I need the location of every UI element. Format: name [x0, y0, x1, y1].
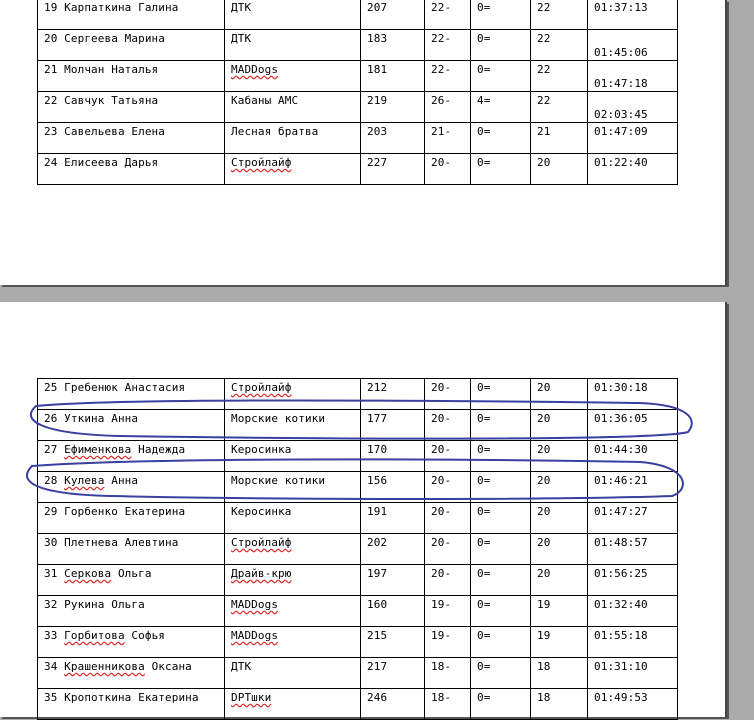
cell-col4 [425, 92, 471, 123]
col4-text: 20- [431, 156, 452, 169]
col5-text: 0= [477, 536, 491, 549]
cell-col6 [531, 379, 588, 410]
cell-name [38, 123, 225, 154]
col4-text: 20- [431, 381, 452, 394]
cell-col4 [425, 441, 471, 472]
cell-name [38, 534, 225, 565]
cell-col4 [425, 61, 471, 92]
cell-team [225, 123, 361, 154]
col5-text: 0= [477, 567, 491, 580]
col5-text: 4= [477, 94, 491, 107]
table-row [38, 154, 678, 185]
col6-text: 20 [537, 474, 551, 487]
col4-text: 18- [431, 660, 452, 673]
score-text: 197 [367, 567, 388, 580]
col4-text: 20- [431, 567, 452, 580]
cell-score [361, 627, 425, 658]
cell-team [225, 503, 361, 534]
col4-text: 20- [431, 474, 452, 487]
cell-col5 [471, 379, 531, 410]
score-text: 219 [367, 94, 388, 107]
cell-time [588, 123, 678, 154]
col5-text: 0= [477, 63, 491, 76]
cell-col6 [531, 565, 588, 596]
team-text: Кабаны АМС [231, 94, 299, 107]
cell-name [38, 441, 225, 472]
name-text: 25 Гребенюк Анастасия [44, 381, 186, 394]
cell-team [225, 565, 361, 596]
col5-text: 0= [477, 412, 491, 425]
cell-team [225, 472, 361, 503]
cell-col5 [471, 410, 531, 441]
col5-text: 0= [477, 598, 491, 611]
table-row [38, 596, 678, 627]
cell-col4 [425, 689, 471, 720]
cell-col4 [425, 658, 471, 689]
name-text: 20 Сергеева Марина [44, 32, 166, 45]
cell-team [225, 689, 361, 720]
col6-text: 20 [537, 381, 551, 394]
cell-name [38, 410, 225, 441]
team-text: Стройлайф [231, 156, 292, 169]
cell-col4 [425, 154, 471, 185]
cell-score [361, 596, 425, 627]
name-text: 23 Савельева Елена [44, 125, 166, 138]
time-text: 01:47:27 [594, 505, 648, 518]
col6-text: 21 [537, 125, 551, 138]
col4-text: 18- [431, 691, 452, 704]
table-row [38, 534, 678, 565]
col4-text: 26- [431, 94, 452, 107]
results-table-top [37, 0, 678, 185]
page-edge [725, 302, 727, 717]
table-row [38, 123, 678, 154]
cell-name [38, 92, 225, 123]
cell-name [38, 689, 225, 720]
cell-col5 [471, 503, 531, 534]
cell-time [588, 441, 678, 472]
cell-team [225, 92, 361, 123]
name-text: 22 Савчук Татьяна [44, 94, 159, 107]
cell-col4 [425, 379, 471, 410]
document-page-top [0, 0, 727, 285]
score-text: 246 [367, 691, 388, 704]
cell-time [588, 534, 678, 565]
col6-text: 20 [537, 567, 551, 580]
name-text: 33 Горбитова Софья [44, 629, 166, 642]
table-row [38, 658, 678, 689]
team-text: ДТК [231, 660, 252, 673]
cell-col6 [531, 154, 588, 185]
score-text: 217 [367, 660, 388, 673]
cell-team [225, 30, 361, 61]
cell-score [361, 689, 425, 720]
cell-time [588, 472, 678, 503]
score-text: 183 [367, 32, 388, 45]
name-text: 27 Ефименкова Надежда [44, 443, 186, 456]
col4-text: 19- [431, 598, 452, 611]
table-row [38, 61, 678, 92]
score-text: 227 [367, 156, 388, 169]
cell-col5 [471, 92, 531, 123]
cell-col4 [425, 503, 471, 534]
col6-text: 20 [537, 536, 551, 549]
cell-col6 [531, 689, 588, 720]
team-text: MADDogs [231, 629, 279, 642]
cell-col5 [471, 123, 531, 154]
col5-text: 0= [477, 505, 491, 518]
col6-text: 20 [537, 505, 551, 518]
table-row [38, 689, 678, 720]
cell-score [361, 472, 425, 503]
cell-col4 [425, 123, 471, 154]
score-text: 207 [367, 1, 388, 14]
page-edge [725, 0, 727, 285]
cell-name [38, 61, 225, 92]
cell-team [225, 658, 361, 689]
col5-text: 0= [477, 1, 491, 14]
cell-time [588, 689, 678, 720]
name-text: 24 Елисеева Дарья [44, 156, 159, 169]
score-text: 160 [367, 598, 388, 611]
team-text: Драйв-крю [231, 567, 292, 580]
cell-col5 [471, 689, 531, 720]
cell-col4 [425, 0, 471, 30]
col5-text: 0= [477, 125, 491, 138]
time-text: 01:22:40 [594, 156, 648, 169]
time-text: 01:30:18 [594, 381, 648, 394]
time-text: 01:37:13 [594, 1, 648, 14]
cell-time [588, 154, 678, 185]
name-text: 29 Горбенко Екатерина [44, 505, 186, 518]
time-text: 01:45:06 [594, 46, 648, 59]
team-text: MADDogs [231, 63, 279, 76]
cell-col4 [425, 410, 471, 441]
time-text: 01:47:09 [594, 125, 648, 138]
time-text: 01:31:10 [594, 660, 648, 673]
col4-text: 20- [431, 505, 452, 518]
cell-score [361, 503, 425, 534]
name-text: 32 Рукина Ольга [44, 598, 145, 611]
cell-name [38, 30, 225, 61]
cell-name [38, 0, 225, 30]
cell-col4 [425, 596, 471, 627]
cell-score [361, 441, 425, 472]
cell-col5 [471, 472, 531, 503]
col4-text: 22- [431, 63, 452, 76]
cell-team [225, 0, 361, 30]
time-text: 01:55:18 [594, 629, 648, 642]
col6-text: 19 [537, 629, 551, 642]
table-row [38, 565, 678, 596]
cell-team [225, 441, 361, 472]
cell-col5 [471, 658, 531, 689]
cell-name [38, 658, 225, 689]
cell-col6 [531, 596, 588, 627]
score-text: 170 [367, 443, 388, 456]
col6-text: 20 [537, 156, 551, 169]
col4-text: 20- [431, 412, 452, 425]
team-text: Морские котики [231, 474, 326, 487]
time-text: 01:46:21 [594, 474, 648, 487]
table-row [38, 503, 678, 534]
time-text: 01:48:57 [594, 536, 648, 549]
score-text: 177 [367, 412, 388, 425]
cell-col5 [471, 154, 531, 185]
team-text: Лесная братва [231, 125, 319, 138]
team-text: Керосинка [231, 505, 292, 518]
table-row [38, 627, 678, 658]
cell-col6 [531, 123, 588, 154]
col5-text: 0= [477, 381, 491, 394]
cell-time [588, 0, 678, 30]
name-text: 21 Молчан Наталья [44, 63, 159, 76]
col5-text: 0= [477, 629, 491, 642]
cell-score [361, 154, 425, 185]
name-text: 31 Серкова Ольга [44, 567, 152, 580]
cell-col6 [531, 61, 588, 92]
col6-text: 22 [537, 94, 551, 107]
score-text: 156 [367, 474, 388, 487]
col6-text: 20 [537, 443, 551, 456]
cell-time [588, 658, 678, 689]
time-text: 01:49:53 [594, 691, 648, 704]
cell-col6 [531, 658, 588, 689]
team-text: ДТК [231, 1, 252, 14]
cell-score [361, 379, 425, 410]
cell-col6 [531, 30, 588, 61]
cell-score [361, 565, 425, 596]
cell-name [38, 472, 225, 503]
cell-score [361, 123, 425, 154]
name-text: 34 Крашенникова Оксана [44, 660, 192, 673]
table-row [38, 30, 678, 61]
score-text: 181 [367, 63, 388, 76]
cell-col6 [531, 503, 588, 534]
col6-text: 18 [537, 660, 551, 673]
cell-score [361, 0, 425, 30]
cell-col6 [531, 534, 588, 565]
time-text: 01:44:30 [594, 443, 648, 456]
team-text: Стройлайф [231, 381, 292, 394]
col4-text: 22- [431, 32, 452, 45]
cell-col4 [425, 565, 471, 596]
table-row [38, 92, 678, 123]
name-text: 35 Кропоткина Екатерина [44, 691, 199, 704]
cell-col4 [425, 627, 471, 658]
col4-text: 19- [431, 629, 452, 642]
team-text: ДТК [231, 32, 252, 45]
name-text: 28 Кулева Анна [44, 474, 139, 487]
col4-text: 21- [431, 125, 452, 138]
cell-col5 [471, 565, 531, 596]
col6-text: 22 [537, 32, 551, 45]
score-text: 202 [367, 536, 388, 549]
cell-time [588, 410, 678, 441]
col5-text: 0= [477, 474, 491, 487]
cell-col5 [471, 30, 531, 61]
cell-col5 [471, 0, 531, 30]
score-text: 212 [367, 381, 388, 394]
col6-text: 22 [537, 1, 551, 14]
cell-time [588, 503, 678, 534]
cell-col5 [471, 596, 531, 627]
cell-col4 [425, 472, 471, 503]
time-text: 01:56:25 [594, 567, 648, 580]
results-table-bottom [37, 378, 678, 720]
cell-name [38, 596, 225, 627]
cell-col5 [471, 61, 531, 92]
cell-time [588, 596, 678, 627]
cell-col6 [531, 0, 588, 30]
table-row [38, 410, 678, 441]
cell-score [361, 534, 425, 565]
document-page-bottom [0, 302, 727, 717]
cell-name [38, 379, 225, 410]
cell-team [225, 61, 361, 92]
col4-text: 22- [431, 1, 452, 14]
cell-team [225, 379, 361, 410]
cell-time [588, 565, 678, 596]
table-row [38, 0, 678, 30]
cell-score [361, 92, 425, 123]
col6-text: 18 [537, 691, 551, 704]
time-text: 01:32:40 [594, 598, 648, 611]
time-text: 01:47:18 [594, 77, 648, 90]
name-text: 30 Плетнева Алевтина [44, 536, 179, 549]
col5-text: 0= [477, 32, 491, 45]
table-row [38, 441, 678, 472]
cell-score [361, 658, 425, 689]
team-text: MADDogs [231, 598, 279, 611]
name-text: 19 Карпаткина Галина [44, 1, 179, 14]
cell-name [38, 627, 225, 658]
name-text: 26 Уткина Анна [44, 412, 139, 425]
cell-time [588, 92, 678, 123]
col4-text: 20- [431, 443, 452, 456]
cell-time [588, 627, 678, 658]
cell-col5 [471, 441, 531, 472]
col4-text: 20- [431, 536, 452, 549]
cell-col4 [425, 30, 471, 61]
cell-col6 [531, 472, 588, 503]
cell-col6 [531, 441, 588, 472]
team-text: DPТшки [231, 691, 272, 704]
cell-team [225, 410, 361, 441]
cell-time [588, 30, 678, 61]
col6-text: 19 [537, 598, 551, 611]
cell-name [38, 503, 225, 534]
cell-col6 [531, 627, 588, 658]
cell-col5 [471, 534, 531, 565]
cell-col5 [471, 627, 531, 658]
cell-score [361, 61, 425, 92]
score-text: 191 [367, 505, 388, 518]
col5-text: 0= [477, 443, 491, 456]
cell-name [38, 154, 225, 185]
col5-text: 0= [477, 660, 491, 673]
cell-team [225, 154, 361, 185]
col5-text: 0= [477, 691, 491, 704]
team-text: Морские котики [231, 412, 326, 425]
cell-name [38, 565, 225, 596]
cell-score [361, 30, 425, 61]
score-text: 203 [367, 125, 388, 138]
col6-text: 20 [537, 412, 551, 425]
team-text: Керосинка [231, 443, 292, 456]
cell-score [361, 410, 425, 441]
cell-col6 [531, 410, 588, 441]
col5-text: 0= [477, 156, 491, 169]
cell-col6 [531, 92, 588, 123]
team-text: Стройлайф [231, 536, 292, 549]
cell-team [225, 627, 361, 658]
time-text: 01:36:05 [594, 412, 648, 425]
cell-col4 [425, 534, 471, 565]
cell-time [588, 379, 678, 410]
score-text: 215 [367, 629, 388, 642]
col6-text: 22 [537, 63, 551, 76]
table-row [38, 472, 678, 503]
table-row [38, 379, 678, 410]
time-text: 02:03:45 [594, 108, 648, 121]
cell-team [225, 534, 361, 565]
cell-time [588, 61, 678, 92]
cell-team [225, 596, 361, 627]
